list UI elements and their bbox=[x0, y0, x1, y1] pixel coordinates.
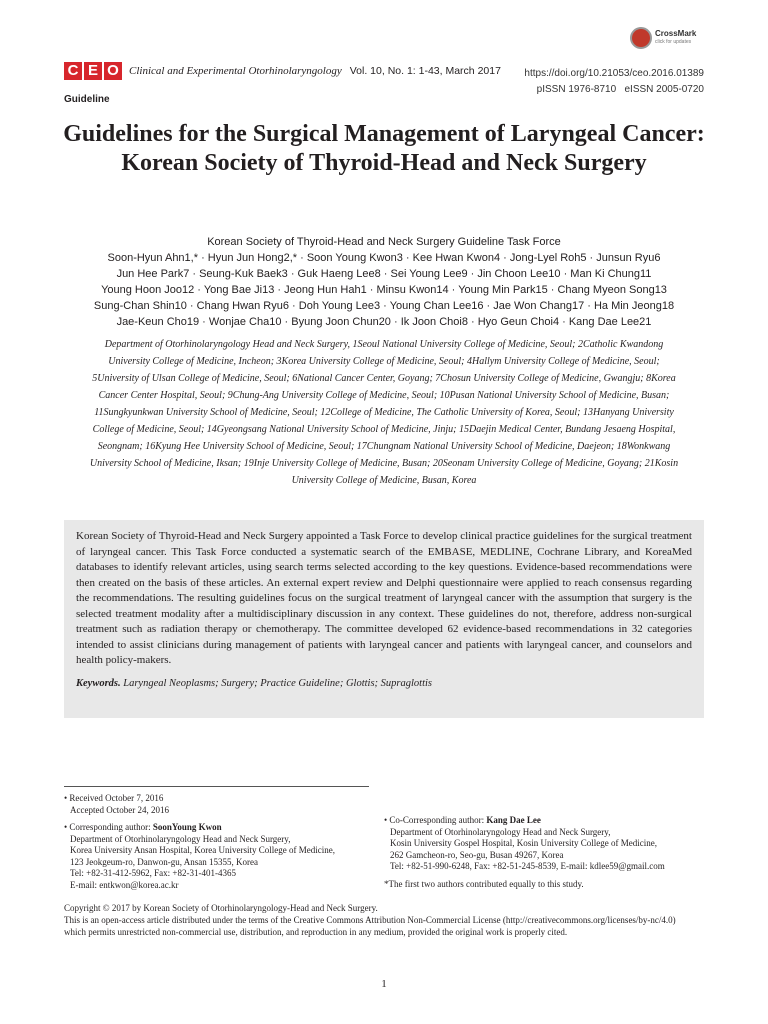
first-authors-note: *The first two authors contributed equally to this study. bbox=[384, 879, 584, 889]
license-line: which permits unrestricted non-commercial use, distribution, and reproduction in any medium, provided the original work is properly cited. bbox=[64, 927, 568, 937]
corr-line: 123 Jeokgeum-ro, Danwon-gu, Ansan 15355, Korea bbox=[70, 856, 258, 867]
accepted-date: Accepted October 24, 2016 bbox=[70, 804, 169, 815]
corr-line: Korea University Ansan Hospital, Korea University College of Medicine, bbox=[70, 845, 335, 855]
doi-block bbox=[524, 66, 704, 98]
corr-line: Tel: +82-31-412-5962, Fax: +82-31-401-4365 bbox=[70, 868, 236, 878]
copyright-line: Copyright © 2017 by Korean Society of Otorhinolaryngology-Head and Neck Surgery. bbox=[64, 903, 378, 913]
logo-letter: E bbox=[84, 62, 102, 80]
corresponding-author bbox=[64, 822, 335, 891]
co-corresponding-author bbox=[384, 815, 665, 873]
author-line: Jun Hee Park7 · Seung-Kuk Baek3 · Guk Haeng Lee8 · Sei Young Lee9 · Jin Choon Lee10 · Man Ki Chung11 bbox=[116, 268, 652, 280]
journal-header bbox=[129, 65, 501, 77]
corr-line: Kosin University Gospel Hospital, Kosin University College of Medicine, bbox=[390, 838, 657, 848]
author-line: Soon-Hyun Ahn1,* · Hyun Jun Hong2,* · Soon Young Kwon3 · Kee Hwan Kwon4 · Jong-Lyel Roh5 · Junsun Ryu6 bbox=[107, 252, 661, 264]
affiliation-line: Cancer Center Hospital, Seoul; 9Chung-Ang University College of Medicine, Seoul; 10Pusan National University School of Medicine, Busan; bbox=[98, 390, 670, 401]
corr-label: • Co-Corresponding author: bbox=[384, 815, 487, 825]
corr-line: 262 Gamcheon-ro, Seo-gu, Busan 49267, Korea bbox=[390, 849, 564, 860]
task-force-line: Korean Society of Thyroid-Head and Neck Surgery Guideline Task Force bbox=[207, 236, 561, 248]
corr-label: • Corresponding author: bbox=[64, 822, 153, 832]
abstract-text: Korean Society of Thyroid-Head and Neck Surgery appointed a Task Force to develop clinical practice guidelines for the surgical treatment of laryngeal cancer. This Task Force conducted a systematic search of the EMBASE, MEDLINE, Cochrane Library, and KoreaMed databases to identify relevant articles, using search terms selected according to the key questions. Evidence-based recommendations were then created on the basis of these articles. An external expert review and Delphi questionnaire were applied to reach consensus regarding the recommendations. The resulting guidelines focus on the surgical treatment of laryngeal cancer with the assumption that surgery is the selected treatment modality after a multidisciplinary discussion in any context. These guidelines do not, therefore, address non-surgical treatment such as radiation therapy or chemotherapy. The committee developed 62 evidence-based recommendations in 32 categories intended to assist clinicians during management of patients with laryngeal cancer and patients with laryngeal cancer, and counselors and health policy-makers. bbox=[76, 530, 692, 666]
affiliation-line: Department of Otorhinolaryngology Head and Neck Surgery, 1Seoul National University College of Medicine, Seoul; 2Catholic Kwandong bbox=[104, 339, 664, 350]
corr-email[interactable]: E-mail: entkwon@korea.ac.kr bbox=[70, 879, 179, 890]
keywords-label: Keywords. bbox=[76, 677, 121, 689]
issn-info: pISSN 1976-8710 eISSN 2005-0720 bbox=[536, 84, 704, 95]
journal-logo bbox=[64, 62, 122, 80]
doi-link[interactable]: https://doi.org/10.21053/ceo.2016.01389 bbox=[524, 68, 704, 79]
crossmark-badge[interactable] bbox=[630, 27, 696, 49]
affiliation-line: College of Medicine, Seoul; 14Gyeongsang National University School of Medicine, Jinju; 15Daejin Medical Center, Bundang Jesaeng Hospital, bbox=[92, 424, 676, 435]
keywords bbox=[76, 678, 692, 689]
corr-name: Kang Dae Lee bbox=[486, 815, 541, 825]
page-number: 1 bbox=[381, 978, 387, 990]
abstract-box bbox=[64, 520, 704, 718]
logo-letter: C bbox=[64, 62, 82, 80]
footnote-divider bbox=[64, 786, 369, 787]
journal-name: Clinical and Experimental Otorhinolaryngology bbox=[129, 65, 342, 77]
affiliation-line: University College of Medicine, Busan, Korea bbox=[291, 475, 477, 486]
received-dates bbox=[64, 793, 169, 816]
affiliations bbox=[50, 336, 718, 489]
article-title: Guidelines for the Surgical Management of Laryngeal Cancer: Korean Society of Thyroid-Head and Neck Surgery bbox=[63, 121, 705, 176]
received-date: • Received October 7, 2016 bbox=[64, 793, 164, 803]
crossmark-icon bbox=[630, 27, 652, 49]
author-line: Sung-Chan Shin10 · Chang Hwan Ryu6 · Doh Young Lee3 · Young Chan Lee16 · Jae Won Chang17 · Ha Min Jeong18 bbox=[93, 300, 675, 312]
affiliation-line: University College of Medicine, Incheon; 3Korea University College of Medicine, Seoul; 4Hallym University College of Medicine, Seoul; bbox=[108, 356, 660, 367]
copyright-block bbox=[64, 902, 676, 938]
keywords-list: Laryngeal Neoplasms; Surgery; Practice Guideline; Glottis; Supraglottis bbox=[123, 677, 432, 689]
corr-line: Department of Otorhinolaryngology Head and Neck Surgery, bbox=[390, 826, 611, 837]
volume-info: Vol. 10, No. 1: 1-43, March 2017 bbox=[349, 65, 501, 77]
corr-name: SoonYoung Kwon bbox=[152, 822, 222, 832]
license-line[interactable]: This is an open-access article distributed under the terms of the Creative Commons Attribution Non-Commercial License (http://creativecommons.org/licenses/by-nc/4.0) bbox=[64, 915, 676, 925]
corr-line[interactable]: Tel: +82-51-990-6248, Fax: +82-51-245-8539, E-mail: kdlee59@gmail.com bbox=[390, 861, 665, 871]
affiliation-line: 5University of Ulsan College of Medicine, Seoul; 6National Cancer Center, Goyang; 7Chosun University College of Medicine, Gwangju; 8Korea bbox=[92, 373, 676, 384]
crossmark-label: CrossMark bbox=[655, 29, 697, 38]
author-line: Young Hoon Joo12 · Yong Bae Ji13 · Jeong Hun Hah1 · Minsu Kwon14 · Young Min Park15 · Chang Myeon Song13 bbox=[101, 284, 667, 296]
article-type: Guideline bbox=[64, 94, 110, 105]
affiliation-line: 11Sungkyunkwan University School of Medicine, Seoul; 12College of Medicine, The Catholic University of Korea, Seoul; 13Hanyang University bbox=[94, 407, 674, 418]
affiliation-line: University School of Medicine, Iksan; 19Inje University College of Medicine, Busan; 20Seonam University College of Medicine, Goyang; 21Kosin bbox=[89, 458, 679, 469]
logo-letter: O bbox=[104, 62, 122, 80]
crossmark-sub: click for updates bbox=[655, 39, 692, 45]
author-list bbox=[40, 234, 728, 330]
corr-line: Department of Otorhinolaryngology Head and Neck Surgery, bbox=[70, 833, 291, 844]
affiliation-line: Seongnam; 16Kyung Hee University School of Medicine, Seoul; 17Chungnam National University School of Medicine, Daejeon; 18Wonkwang bbox=[97, 441, 671, 452]
author-line: Jae-Keun Cho19 · Wonjae Cha10 · Byung Joon Chun20 · Ik Joon Choi8 · Hyo Geun Choi4 · Kang Dae Lee21 bbox=[116, 316, 652, 328]
